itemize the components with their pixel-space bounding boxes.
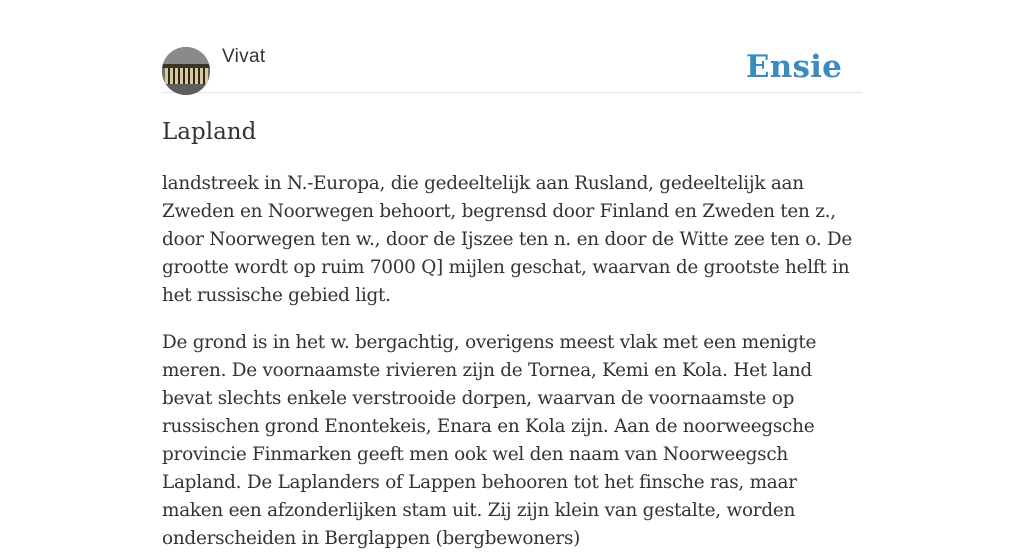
- source-name[interactable]: Vivat: [222, 46, 266, 67]
- article-paragraph-1: landstreek in N.-Europa, die gedeeltelijk aan Rusland, gedeeltelijk aan Zweden en Noorwegen behoort, begrensd door Finland en Zweden ten z., door Noorwegen ten w., door de Ijszee ten n. en door de Witte zee ten o. De grootte wordt op ruim 7000 Q] mijlen geschat, waarvan de grootste helft in het russische gebied ligt.: [162, 173, 853, 306]
- book-spines-icon: [162, 47, 210, 95]
- brand-logo[interactable]: Ensie: [745, 49, 842, 85]
- article-page: [162, 0, 862, 553]
- article-header: [162, 0, 862, 93]
- article-title: Lapland: [162, 119, 257, 145]
- article-paragraph-2: De grond is in het w. bergachtig, overigens meest vlak met een menigte meren. De voornaamste rivieren zijn de Tornea, Kemi en Kola. Het land bevat slechts enkele verstrooide dorpen, waarvan de voornaamste op russischen grond Enontekeis, Enara en Kola zijn. Aan de noorweegsche provincie Finmarken geeft men ook wel den naam van Noorweegsch Lapland. De Laplanders of Lappen behooren tot het finsche ras, maar maken een afzonderlijken stam uit. Zij zijn klein van gestalte, worden onderscheiden in Berglappen (bergbewoners): [162, 332, 817, 549]
- source-avatar[interactable]: [162, 47, 210, 95]
